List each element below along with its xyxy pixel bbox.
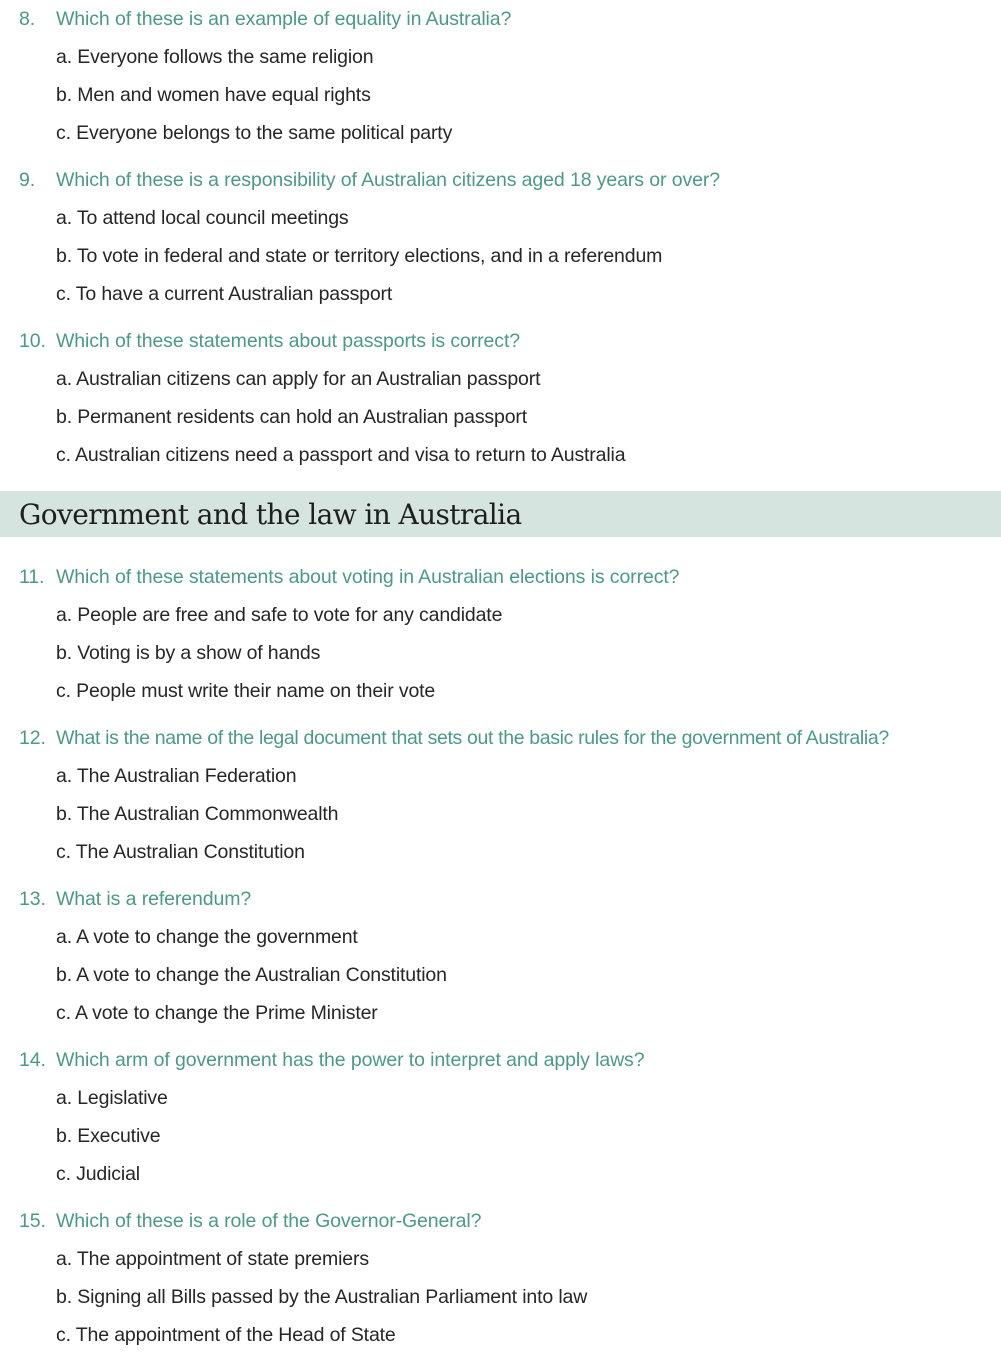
question-text: Which of these is an example of equality in Australia? [56, 8, 512, 30]
question-number: 8. [19, 8, 36, 30]
answer-option: a. To attend local council meetings [56, 207, 349, 229]
question-text: Which arm of government has the power to interpret and apply laws? [56, 1049, 645, 1071]
answer-option: c. People must write their name on their vote [56, 680, 436, 702]
answer-option: b. Executive [56, 1125, 161, 1147]
question-number: 10. [19, 330, 46, 352]
answer-option: a. People are free and safe to vote for any candidate [56, 604, 503, 626]
answer-option: c. Everyone belongs to the same political party [56, 122, 453, 144]
section-title: Government and the law in Australia [19, 498, 522, 531]
question-text: Which of these is a role of the Governor-General? [56, 1210, 482, 1232]
answer-option: c. A vote to change the Prime Minister [56, 1002, 378, 1024]
question-text: What is the name of the legal document that sets out the basic rules for the government of Australia? [56, 727, 889, 749]
question-number: 15. [19, 1210, 46, 1232]
question-number: 14. [19, 1049, 46, 1071]
answer-option: a. The appointment of state premiers [56, 1248, 369, 1270]
question-text: Which of these statements about passports is correct? [56, 330, 521, 352]
answer-option: b. Voting is by a show of hands [56, 642, 321, 664]
answer-option: a. A vote to change the government [56, 926, 358, 948]
question-text: Which of these is a responsibility of Australian citizens aged 18 years or over? [56, 169, 721, 191]
question-number: 11. [19, 566, 45, 588]
answer-option: a. Australian citizens can apply for an Australian passport [56, 368, 541, 390]
answer-option: c. Australian citizens need a passport and visa to return to Australia [56, 444, 626, 466]
question-text: What is a referendum? [56, 888, 252, 910]
answer-option: a. The Australian Federation [56, 765, 297, 787]
answer-option: b. The Australian Commonwealth [56, 803, 339, 825]
question-number: 13. [19, 888, 46, 910]
answer-option: c. The Australian Constitution [56, 841, 305, 863]
question-text: Which of these statements about voting in Australian elections is correct? [56, 566, 680, 588]
answer-option: b. Men and women have equal rights [56, 84, 371, 106]
answer-option: c. To have a current Australian passport [56, 283, 393, 305]
answer-option: b. Permanent residents can hold an Australian passport [56, 406, 528, 428]
answer-option: a. Everyone follows the same religion [56, 46, 374, 68]
answer-option: b. A vote to change the Australian Constitution [56, 964, 447, 986]
section-header [0, 491, 1001, 537]
answer-option: c. The appointment of the Head of State [56, 1324, 396, 1346]
answer-option: b. Signing all Bills passed by the Australian Parliament into law [56, 1286, 588, 1308]
answer-option: b. To vote in federal and state or territory elections, and in a referendum [56, 245, 663, 267]
answer-option: a. Legislative [56, 1087, 168, 1109]
question-number: 12. [19, 727, 46, 749]
question-number: 9. [19, 169, 36, 191]
answer-option: c. Judicial [56, 1163, 140, 1185]
